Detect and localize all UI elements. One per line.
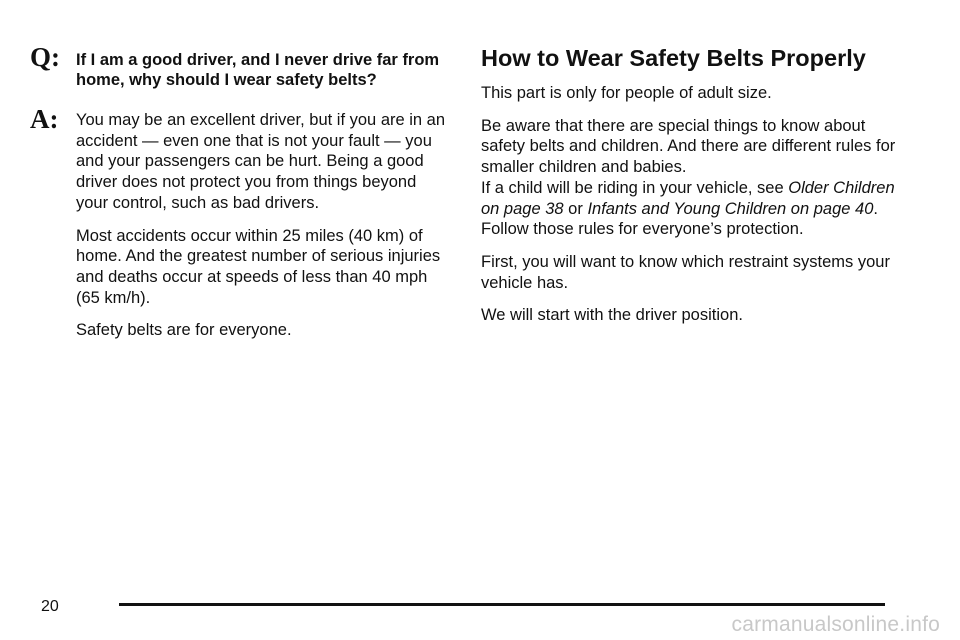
question-block [30, 44, 450, 90]
qa-column [30, 44, 450, 341]
footer-divider [119, 603, 885, 606]
question-marker: Q: [30, 42, 60, 72]
section-title: How to Wear Safety Belts Properly [481, 45, 866, 71]
child-ref-mid: or [563, 199, 588, 218]
infants-young-children-link[interactable]: Infants and Young Children on page 40 [587, 199, 874, 218]
answer-paragraph-accidents: Most accidents occur within 25 miles (40 km) of home. And the greatest number of serious injuries and deaths occur at speeds of less than 40 mph (65 km/h). [76, 226, 441, 307]
answer-paragraph-everyone: Safety belts are for everyone. [76, 321, 292, 340]
paragraph-child-references [481, 178, 901, 240]
answer-marker: A: [30, 104, 59, 134]
watermark-text: carmanualsonline.info [731, 613, 940, 636]
child-ref-lead: If a child will be riding in your vehicle, see [481, 178, 789, 197]
page-number: 20 [41, 598, 59, 615]
older-children-link[interactable]: Older Children on page 38 [481, 178, 895, 218]
answer-text: You may be an excellent driver, but if you are in an accident — even one that is not your fault — you and your passengers can be hurt. Being a good driver does not protect you from things beyond your control, such as bad drivers. [76, 111, 446, 212]
child-ref-tail: . Follow those rules for everyone’s protection. [481, 199, 878, 239]
safety-belts-section [481, 44, 901, 338]
answer-block [30, 106, 450, 214]
paragraph-restraint-systems: First, you will want to know which restraint systems your vehicle has. [481, 252, 890, 292]
question-text: If I am a good driver, and I never drive far from home, why should I wear safety belts? [76, 51, 440, 89]
paragraph-driver-position: We will start with the driver position. [481, 306, 743, 325]
paragraph-adult-size: This part is only for people of adult size. [481, 84, 772, 102]
paragraph-children-rules: Be aware that there are special things to know about safety belts and children. And there are different rules for smaller children and babies. [481, 116, 896, 177]
